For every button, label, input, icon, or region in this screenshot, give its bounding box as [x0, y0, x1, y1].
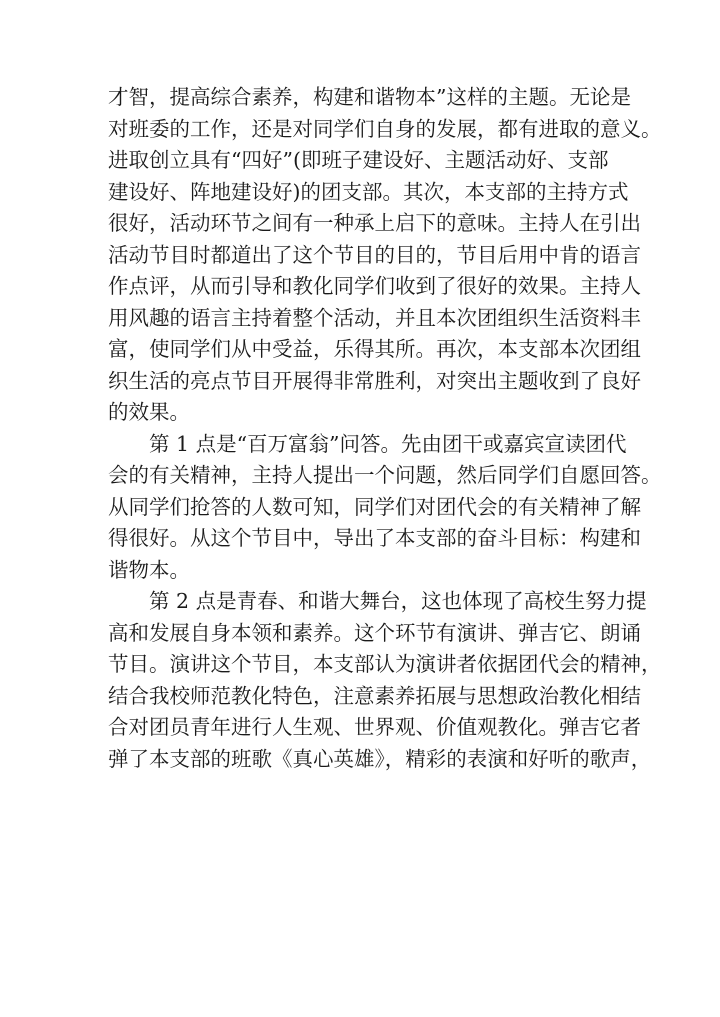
- text-line: 结合我校师范教化特色，注意素养拓展与思想政治教化相结: [108, 683, 641, 708]
- document-body: [108, 82, 662, 775]
- paragraph-first-line: 第 2 点是青春、和谐大舞台，这也体现了高校生努力提: [149, 589, 647, 613]
- text-line: 高和发展自身本领和素养。这个环节有演讲、弹吉它、朗诵: [108, 620, 641, 645]
- text-line: 建设好、阵地建设好)的团支部。其次，本支部的主持方式: [108, 179, 629, 204]
- text-line: 得很好。从这个节目中，导出了本支部的奋斗目标：构建和: [108, 526, 641, 550]
- text-line: 活动节目时都道出了这个节目的目的，节目后用中肯的语言: [108, 242, 641, 267]
- text-line: 从同学们抢答的人数可知，同学们对团代会的有关精神了解: [108, 494, 641, 519]
- text-line: 的效果。: [108, 400, 190, 424]
- text-line: 才智，提高综合素养，构建和谐物本”这样的主题。无论是: [108, 85, 631, 109]
- paragraph-first-line: 第 1 点是“百万富翁”问答。先由团干或嘉宾宣读团代: [149, 431, 627, 456]
- text-line: 作点评，从而引导和教化同学们收到了很好的效果。主持人: [108, 274, 641, 298]
- text-line: 织生活的亮点节目开展得非常胜利，对突出主题收到了良好: [108, 368, 641, 393]
- text-line: 很好，活动环节之间有一种承上启下的意味。主持人在引出: [108, 211, 641, 235]
- text-line: 节目。演讲这个节目，本支部认为演讲者依据团代会的精神，: [108, 652, 662, 676]
- text-line: 用风趣的语言主持着整个活动，并且本次团组织生活资料丰: [108, 305, 641, 330]
- text-line: 谐物本。: [108, 557, 190, 582]
- text-line: 会的有关精神，主持人提出一个问题，然后同学们自愿回答。: [108, 463, 662, 487]
- text-line: 对班委的工作，还是对同学们自身的发展，都有进取的意义。: [108, 116, 662, 141]
- text-line: 进取创立具有“四好”(即班子建设好、主题活动好、支部: [108, 148, 609, 172]
- text-line: 弹了本支部的班歌《真心英雄》，精彩的表演和好听的歌声，: [108, 746, 652, 771]
- text-line: 富，使同学们从中受益，乐得其所。再次，本支部本次团组: [108, 337, 641, 361]
- text-line: 合对团员青年进行人生观、世界观、价值观教化。弹吉它者: [108, 715, 641, 739]
